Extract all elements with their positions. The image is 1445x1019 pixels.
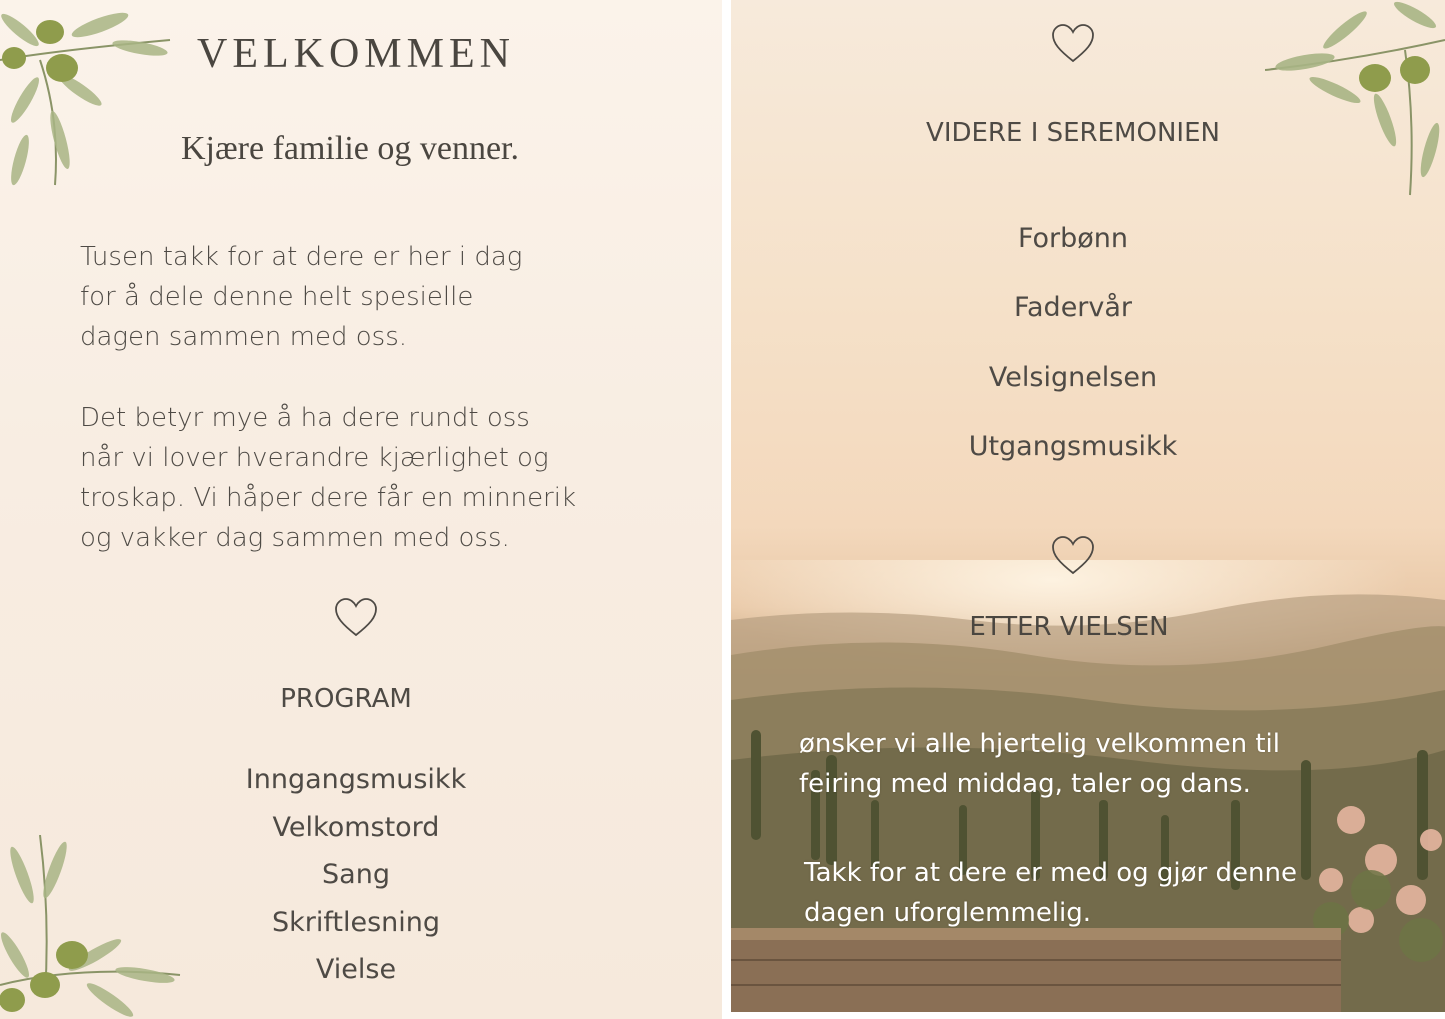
thanks-paragraph [804, 853, 1424, 933]
program-list [0, 756, 712, 994]
celebration-paragraph [799, 724, 1419, 804]
text-line: dagen sammen med oss. [80, 322, 408, 352]
page-title: VELKOMMEN [197, 31, 515, 77]
list-item: Utgangsmusikk [968, 430, 1178, 462]
text-line: dagen uforglemmelig. [804, 898, 1092, 928]
text-line: Takk for at dere er med og gjør denne [804, 858, 1297, 888]
welcome-paragraph [80, 237, 700, 357]
list-item: Forbønn [1017, 223, 1129, 254]
text-line: troskap. Vi håper dere får en minnerik [80, 483, 577, 513]
text-line: Tusen takk for at dere er her i dag [80, 242, 523, 272]
list-item: Fadervår [1013, 292, 1133, 324]
text-line: når vi lover hverandre kjærlighet og [80, 443, 549, 473]
heart-icon [1051, 534, 1095, 578]
text-line: ønsker vi alle hjertelig velkommen til [799, 729, 1280, 759]
text-line: feiring med middag, taler og dans. [799, 769, 1251, 799]
list-item: Inngangsmusikk [245, 764, 467, 795]
after-heading: ETTER VIELSEN [969, 612, 1169, 642]
text-line: og vakker dag sammen med oss. [80, 523, 510, 553]
ceremony-heading: VIDERE I SEREMONIEN [926, 118, 1220, 148]
left-page [0, 0, 722, 1019]
right-page [731, 0, 1445, 1012]
heart-icon [334, 596, 378, 640]
list-item: Velkomstord [272, 811, 440, 843]
list-item: Sang [322, 859, 390, 890]
ceremony-list [731, 204, 1415, 481]
heart-icon [1051, 22, 1095, 66]
list-item: Vielse [315, 954, 397, 985]
program-heading: PROGRAM [280, 684, 412, 714]
list-item: Skriftlesning [271, 906, 441, 938]
text-line: Det betyr mye å ha dere rundt oss [80, 403, 530, 433]
meaning-paragraph [80, 398, 700, 558]
greeting: Kjære familie og venner. [180, 130, 519, 167]
text-line: for å dele denne helt spesielle [80, 282, 474, 312]
list-item: Velsignelsen [988, 361, 1158, 393]
olive-branch-icon [1265, 0, 1445, 200]
